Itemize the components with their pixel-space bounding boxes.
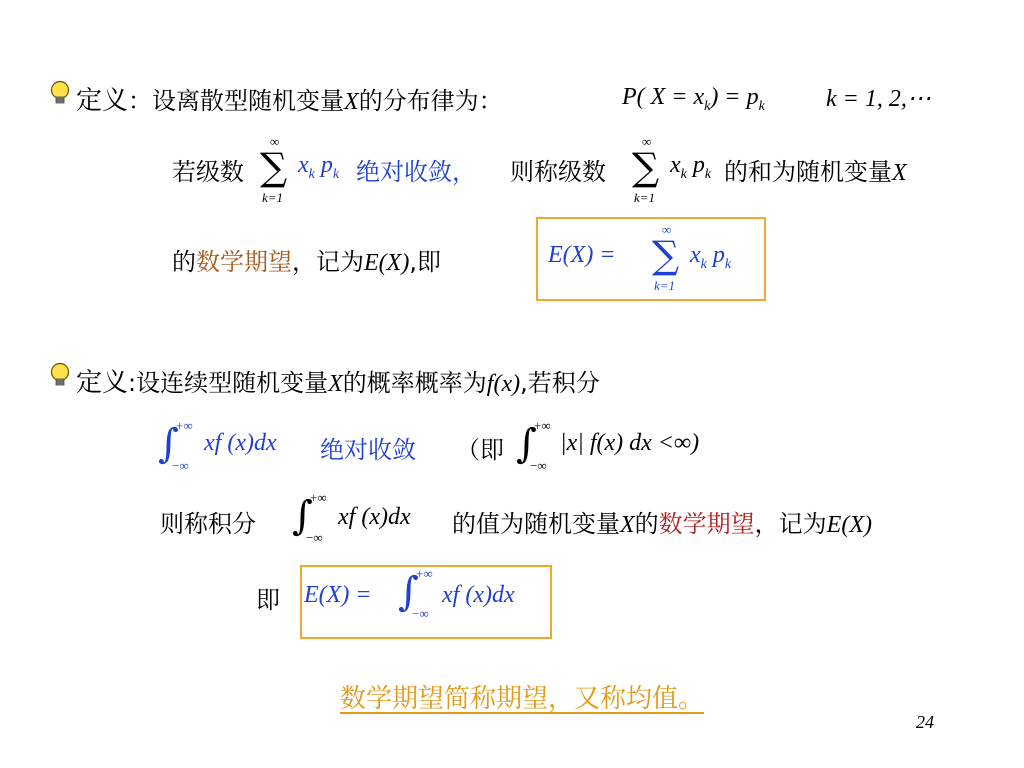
footer-note: 数学期望简称期望，又称均值。 [340,684,705,714]
summation-2: ∞ ∑ k=1 [632,134,660,205]
paren-open-text: （即 [456,436,504,464]
integrand-1: xf (x)dx [204,430,277,456]
integral-prefix: 则称积分 [160,510,256,538]
lightbulb-icon [48,80,72,106]
integral-symbol: ∫ [398,569,419,615]
series-suffix: 的和为随机变量X [724,158,907,186]
expectation-term-highlight: 数学期望 [196,248,292,276]
definition-1-heading: 定义：设离散型随机变量X的分布律为： [76,86,503,116]
series-prefix: 若级数 [172,158,244,186]
series-mid-text: 则称级数 [510,158,606,186]
summation-box1: ∞ ∑ k=1 [652,222,680,293]
expectation-definition-line: 的数学期望，记为E(X),即 [172,248,441,276]
integral-symbol: ∫ [158,421,179,467]
box2-integrand: xf (x)dx [442,582,515,608]
integral-symbol: ∫ [292,493,313,539]
continuous-expectation-line: 的值为随机变量X的数学期望，记为E(X) [452,510,872,538]
absolute-convergence-text-2: 绝对收敛 [320,436,416,464]
box1-term: $x_k$ $p_k$ [690,242,732,272]
sigma-symbol: ∑ [632,145,660,189]
expectation-term-highlight-2: 数学期望 [658,510,755,538]
summation-1: ∞ ∑ k=1 [260,134,288,205]
integral-1: ∫ +∞ −∞ [158,418,193,473]
sigma-symbol: ∑ [652,233,680,277]
k-range: k = 1, 2,⋯ [826,86,931,112]
integral-3: ∫ +∞ −∞ [292,490,327,545]
ji-label: 即 [256,586,280,614]
box2-lhs: E(X) = [304,582,372,608]
page-number: 24 [916,712,934,732]
box1-lhs: E(X) = [548,242,616,268]
definition-2-heading: 定义:设连续型随机变量X的概率概率为f(x),若积分 [76,368,600,398]
integral-symbol: ∫ [516,421,537,467]
lightbulb-icon [48,362,72,388]
series-term-2: $x_k$ $p_k$ [670,152,712,182]
series-term-1: $x_k$ $p_k$ [298,152,340,182]
absolute-convergence-text: 绝对收敛， [356,158,476,186]
abs-integrand: |x| f(x) dx <∞) [560,430,700,456]
sigma-symbol: ∑ [260,145,288,189]
distribution-law-formula: P( $X = x_k) = p_k$ [622,84,765,114]
integral-box2: ∫ +∞ −∞ [398,566,433,621]
integral-2: ∫ +∞ −∞ [516,418,551,473]
integrand-3: xf (x)dx [338,504,411,530]
